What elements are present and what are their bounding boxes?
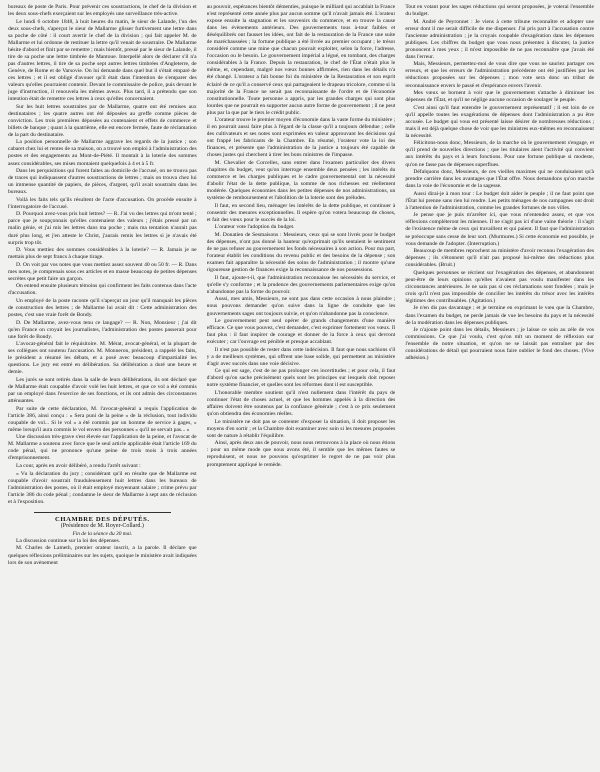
paragraph: L'honorable membre soutient qu'il n'est nullement dans l'intérêt du pays de continuer l'état de choses actuel, et que les hommes appelés à la direction des affaires doivent être soutenus par la confiance générale ; c'est à ce prix seulement qu'on obtiendra des économies réelles.: [206, 390, 396, 418]
paragraph: La cour, après en avoir délibéré, a rendu l'arrêt suivant :: [16, 463, 141, 469]
paragraph: M. Chevalier de Corcelles, sans entrer dans l'examen particulier des divers chapitres du budget, veut qu'on interroge ensemble deux pensées ; les intérêts du commerce et les charges publiques et le cadre gouvernemental ont la nécessité d'abolir l'état de la dette publique, la somme de nos richesses est réellement modérée. Quelques économies dans les petites dépenses de nos administrations, un système de remboursement et l'abolition de la loterie sont des préludes.: [206, 160, 396, 202]
paragraph: Beaucoup de membres reprochent au ministère d'avoir reconnu l'exagération des dépenses ; ils s'étonnent qu'il n'ait pas proposé lui-même des réductions plus considérables. (Bruit.): [405, 248, 594, 269]
column-2-body: [207, 4, 396, 469]
paragraph: Mes vœux se bornent à voir que le gouvernement s'attache à diminuer les dépenses de l'État, et qu'il ne néglige aucune occasion de soulager le peuple.: [405, 90, 594, 104]
paragraph: Félicitons-nous donc, Messieurs, de la marche où le gouvernement s'engage, et qu'il prend de nouvelles directions ; que les titulaires aient l'activité qui convient aux intérêts du pays et à leurs fonctions. Pour une fortune publique si modeste, qu'on ne fasse pas de dépenses superflues.: [405, 140, 594, 168]
paragraph: Je n'en dis pas davantage ; et je termine en exprimant le vœu que la Chambre, dans l'examen du budget, ne perde jamais de vue les besoins du pays et la nécessité de la modération dans les dépenses publiques.: [405, 305, 594, 326]
paragraph: Ce qui est sage, c'est de ne pas prolonger ces incertitudes ; et pour cela, il faut d'abord qu'on sache précisément quels sont les principes sur lesquels doit reposer notre système financier, et quelles sont les réformes dont il est susceptible.: [206, 368, 396, 389]
paragraph: Il faut, en second lieu, ménager les intérêts de la dette publique, et continuer à consentir des mesures exceptionnelles. Il espère qu'on votera beaucoup de choses, et fait des vœux pour le succès de la loi.: [206, 202, 396, 223]
column-3: [405, 4, 594, 770]
paragraph: L'avocat-général fait le réquisitoire. M. Mérat, avocat-général, et la plupart de ses collègues ont soutenu l'accusation. M. Monneron, président, a rappelé les faits, le président a résumé les débats, et a posé avec beaucoup d'impartialité les questions. Le jury est entré en délibération. Sa délibération a duré une heure et demie.: [8, 341, 197, 376]
paragraph: Défalquons donc, Messieurs, de ces vieilles maximes qui ne conduisaient qu'à prendre carrière dans les avantages que l'État offre. Nous demandons qu'on marche dans la voie de l'économie et de la sagesse.: [405, 169, 594, 190]
paragraph: M. Donatien de Sesmaisons : Messieurs, ceux qui se sont livrés pour le budget des dépenses, n'ont pas donné la hauteur qu'exprimait qu'ils sentaient le sentiment de ne pas refuser au gouvernement les fonds nécessaires à son action. Pour ma part, l'orateur établit les conditions du revenu public et des besoins de la dépense ; son examen fait apparaître la nécessité des soins de l'administration ; il montre qu'une rigoureuse gestion de finances exige la reconnaissance de nos possessions.: [206, 232, 396, 274]
column-3-body: [405, 4, 594, 362]
paragraph: Voilà les faits tels qu'ils résultent de l'acte d'accusation. On procède ensuite à l'interrogatoire de l'accusé.: [8, 196, 197, 210]
paragraph: Aussi dirai-je à mon tour : Le budget doit aider le peuple ; il ne faut point que l'État lui prenne sans rien lui rendre. Les petits ménages de nos campagnes ont droit à l'attention de l'administration, comme les grandes fortunes de nos villes.: [405, 190, 594, 211]
paragraph: D. On voit par vos notes que vous mettiez assez souvent 40 ou 50 fr. — R. Dans mes notes, je comprenais sous ces articles et en masse beaucoup de petites dépenses secrètes que petit faire un garçon.: [8, 261, 197, 282]
paragraph: Le gouvernement peut seul opérer de grands changements d'une manière efficace. Ce que vous pouvez, c'est demander, c'est exprimer fortement vos vœux. Il faut plus : il faut inspirer de courage et donner de la force à ceux qui devront exécuter ; car l'ouvrage est pénible et presque accablant.: [206, 318, 396, 346]
paragraph: Sur les huit lettres soustraites par de Mallarme, quatre ont été remises aux destinataires ; les quatre autres ont été déposées au greffe comme pièces de conviction. Les trois premières déposées au contenaient et effets de commerce et billets de banque ; quant à la quatrième, elle est encore fermée, faute de réclamation de la part du destinataire.: [8, 103, 197, 138]
paragraph: Aussi, mes amis, Messieurs, ne sont pas dans cette occasion à nous plaindre ; nous pouvons demander qu'on suive dans la ligne de conduite que les gouvernements sages ont toujours suivie, et qu'on n'abandonne pas la conscience.: [206, 296, 396, 317]
paragraph: au pouvoir, espérances bientôt démenties, puisque le milliard qui accablait la France n'est représenté cette année plus par aucun somme qu'il n'avait jamais été. L'orateur expose ensuite la stagnation et les souvenirs du commerce, et en trouve la cause dans les évènements antérieurs. Des gouvernements tous à-tour faibles et déséquilibrés ont fausset les idées, ont fait de la restauration de la France une suite de maréchaussées ; la fortune publique a été livrée au premier occupant ; le trésor considéré comme une mine que chacun pouvait exploiter, selon la force, l'adresse, l'occasion ou le besoin. Le gouvernement impérial a légué, en tombant, des charges considérables à la France. Depuis la restauration, le chef de l'État n'était plus le même, et, cependant, malgré nos vœux bonnes affirmées, rien dans les détails n'a été changé. L'orateur a fait bonne foi du ministère de la Restauration et son esprit éclairé de ce qu'il a conservé ceux qui partageaient le drapeau tricolore, comme si la majorité de la France ne serait pas reconnaissante de l'ordre et de l'économie constitutionnelle. Toute personne a appris, par les grandes charges qui sont plus lourdes que ne pourrait en supporter aucun autre forme de gouvernement ; il ne peut plus par la que par le tiers le crédit public.: [206, 4, 396, 116]
paragraph: Les jurés se sont retirés dans la salle de leurs délibérations, ils ont déclaré que de Mallarme était coupable d'avoir volé les huit lettres, et que ce vol a été commis par un employé dans l'exercice de ses fonctions, et ils ont admis des circonstances atténuantes.: [8, 376, 197, 405]
chamber-session-note: Fin de la séance du 30 mai.: [72, 530, 133, 537]
paragraph: Le ministère ne doit pas se contenter d'exposer la situation, il doit proposer les moyens d'en sortir ; et la Chambre doit examiner avec soin si les mesures proposées sont de nature à rétablir l'équilibre.: [206, 418, 396, 439]
paragraph: Quelques personnes se récrient sur l'exagération des dépenses, et abandonnent peut-être de leurs opinions qu'elles n'avaient pas voulu manifester dans les circonstances antérieures. Je ne sais pas si ces réclamations sont fondées ; mais je crois qu'il n'est pas impossible de concilier les intérêts du trésor avec les intérêts légitimes des contribuables. (Agitation.): [405, 269, 594, 304]
chamber-report-start: [8, 538, 197, 567]
chamber-heading: CHAMBRE DES DÉPUTÉS.: [55, 515, 150, 523]
paragraph: Ainsi, après deux ans de pouvoir, nous nous retrouvons à la place où nous étions : pour un même mode que nous avons été, il semble que les mêmes fautes se reproduisent, et nous ne pouvons qu'exprimer le regret de ne pas voir plus promptement appliqué le remède.: [206, 440, 396, 468]
column-1-body: [8, 4, 197, 506]
paragraph: Le lundi 6 octobre 1848, à huit heures du matin, le sieur de Lalande, l'un des deux sous-chefs, s'aperçut le sieur de Mallarme glisser furtivement une lettre dans sa poche de côté : il court avertir le chef de la division ; qui fait appeler M. de Mallarme et lui ordonne de restituer la lettre qu'il venait de soustraire. De Mallarme hésite d'abord et finit par se remettre ; mais bientôt, pressé par le sieur de Lalande, il tire de sa poche une lettre timbrée de Mantoue. Interpellé alors de déclarer s'il n'a pas d'autres lettres, il tire de sa poche sept autres lettres timbrées d'Angleterre, de Genève, de Rome et de Varsovie. On lui demande dans quel but il s'était emparé de ces lettres ; et il est obligé d'avouer qu'il était dans l'intention de s'emparer des valeurs qu'elles pourraient contenir. Devant le commissaire de police, puis devant le juge d'instruction, il renouvela les mêmes aveux. Plus tard, il a prétendu que son intention était de remettre ces lettres à ceux qu'elles concernaient.: [8, 18, 197, 103]
paragraph: Par suite de cette déclaration, M. l'avocat-général a requis l'application de l'article 386, ainsi conçu : « Sera puni de la peine » de la réclusion, tout individu coupable de vol... Si le vol » a été commis par un homme de service à gages, » même lorsqu'il aura commis le vol envers des personnes » qu'il ne servait pas... »: [8, 405, 197, 433]
paragraph: La position personnelle de Mallarme aggrave les regards de la justice ; son cabaret chez lui et rentes de sa maison, on a trouvé son emploi à l'administration des postes et des engagements au Mont-de-Piété. Il montait à la loterie des sommes assez considérables, ses mises montaient quelquefois à 4 et à 5 fr.: [8, 139, 197, 167]
paragraph: Une discussion très-grave s'est élevée sur l'application de la peine, et l'avocat de M. Mallarme a soutenu avec force que le seul article applicable était l'article 169 du code pénal, qui ne prononce qu'une peine de trois mois à trois années d'emprisonnement.: [8, 434, 197, 462]
paragraph: M. André de Peyronnet : Je viens à cette tribune reconnaître et adopter une erreur dont il me serait difficile de me dispenser. J'ai pris part à l'accusation contre l'ancienne administration ; je la croyais coupable d'exagération dans les dépenses publiques. Les chiffres du budget que vous nous présentez à discuter, la justice prononcent à mes yeux ; il m'est impossible de ne pas reconnaître que j'avais été dans l'erreur.: [405, 18, 594, 60]
paragraph: Il n'est pas possible de rester dans cette indécision. Il faut que nous sachions s'il y a de meilleurs systèmes, qui offrent une base solide, qui permettent au ministère d'agir avec succès dans une voie décisive.: [206, 346, 396, 367]
paragraph: Tout en votant pour les sages réductions qui seront proposées, je voterai l'ensemble du budget.: [405, 4, 594, 18]
paragraph: bureaux de poste de Paris. Pour prévenir ces soustractions, le chef de la division et les deux sous-chefs exerçaient sur les employés une surveillance très-active.: [8, 4, 197, 18]
paragraph: La discussion continue sur la loi des dépenses.: [16, 537, 121, 544]
chamber-presidency: (Présidence de M. Royer-Collard.): [60, 523, 144, 530]
paragraph: Je pense que je puis m'arrêter ici, que vous m'entendez assez, et que vos réflexions compléteront les miennes. Il ne s'agit pas ici d'une vaine théorie : il s'agit de l'existence même de ceux qui travaillent et qui paient. Il faut que l'administration se préoccupe sans cesse de leur sort. (Murmures.) Si cette économie est possible, je vous demande de l'adopter. (Interruption.): [405, 212, 594, 247]
paragraph: Un employé de la poste raconte qu'il s'aperçut un jour qu'il manquait les pièces de construction des lettres ; de Mallarme lui avait dit : Cette administration des postes, c'est une vraie forêt de Bondy.: [8, 297, 197, 319]
paragraph: L'orateur vote l'adoption du budget.: [214, 224, 295, 231]
paragraph: Je n'ajoute point dans les détails, Messieurs ; je laisse ce soin au zèle de vos commissions. Ce que j'ai voulu, c'est qu'on mît un moment de réflexion sur l'ensemble de notre situation, et qu'on ne se laissât pas entraîner par des considérations de détail qui pourraient nous faire oublier le fond des choses. (Vive adhésion.): [405, 327, 594, 362]
paragraph: L'orateur trouve le premier moyen d'économie dans la vaste forme du ministère ; il en pourrait aussi faire plus à l'égard de la classe qu'il a toujours défendue ; celle des cultivateurs et ses notes sont exprimées en valeur approuvant les décisions qui ont frappé les fabricants de la Chambre. En résumé, l'orateur vote la loi des finances, et présente que l'administration de la justice a toujours été capable de choses justes qui cherchent à tirer les bons ministres de l'impasse.: [206, 117, 396, 159]
paragraph: « Vu la déclaration du jury ; considérant qu'il en résulte que de Mallarme est coupable d'avoir soustrait frauduleusement huit lettres dans les bureaux de l'administration des postes, où il était employé moyennant salaire ; crime prévu par l'article 386 du code pénal ; condamne le sieur de Mallarme à sept ans de réclusion et à l'exposition.: [8, 470, 197, 505]
paragraph: Dans les perquisitions qui furent faites au domicile de l'accusé, on ne trouva pas de traces qui indiquassent d'autres soustractions de lettres ; mais on trouva chez lui un immense quantité de papiers, de pièces, d'argent, qu'il avait soustraits dans les bureaux.: [8, 168, 197, 196]
paragraph: D. Pourquoi avez-vous pris huit lettres? — R. J'ai vu des lettres qui m'ont tenté ; parce que je soupçonnais qu'elles contenaient des valeurs ; j'étais pressé par un malin génie, et j'ai mis les lettres dans ma poche ; mais ma tentation n'aurait pas duré plus long, et j'en atteste le Christ, j'aurais remis les lettres si je n'avais été surpris trop tôt.: [8, 211, 197, 246]
column-2: [207, 4, 396, 770]
paragraph: M. Charles de Lameth, premier orateur inscrit, a la parole. Il déclare que quelques réflexions préliminaires sur les sujets, quoique le ministère avait indiquées lors de son avènement: [8, 545, 197, 566]
paragraph: D. Vous mettiez des sommes considérables à la loterie? — R. Jamais je ne mettais plus de sept francs à chaque tirage.: [8, 247, 197, 261]
paragraph: On entend ensuite plusieurs témoins qui confirment les faits contenus dans l'acte d'accusation.: [8, 283, 197, 297]
paragraph: C'est ainsi qu'il faut entendre le gouvernement représentatif ; il est loin de ce qu'il appelle toutes les exagérations de dépenses dont l'administration a pu être accusée. Le budget qui vous est présenté laisse désirer de nombreuses réductions ; mais il est déjà quelque chose de voir que les ministres eux-mêmes en reconnaissent la nécessité.: [405, 104, 594, 139]
paragraph: D. De Mallarme, avez-vous tenu ce langage? — R. Non, Monsieur ; j'ai dit qu'en France on croyait les journalistes, l'administration des postes passerait pour une forêt de Bondy.: [8, 319, 197, 340]
column-1: [8, 4, 197, 770]
paragraph: Il faut, ajoute-t-il, que l'administration reconnaisse les nécessités du service, et qu'elle s'y conforme ; et la prudence des gouvernements parlementaires exige qu'on n'abandonne pas la forme du pouvoir.: [206, 274, 396, 295]
paragraph: Mais, Messieurs, permettez-moi de vous dire que vous ne sauriez partager ces erreurs, et que les erreurs de l'administration précédente ont été justifiées par les réductions proposées sur les dépenses ; mon vote sera donc un tribut de reconnaissance envers le passé et d'espérance envers l'avenir.: [405, 61, 594, 89]
section-divider: [34, 512, 171, 513]
